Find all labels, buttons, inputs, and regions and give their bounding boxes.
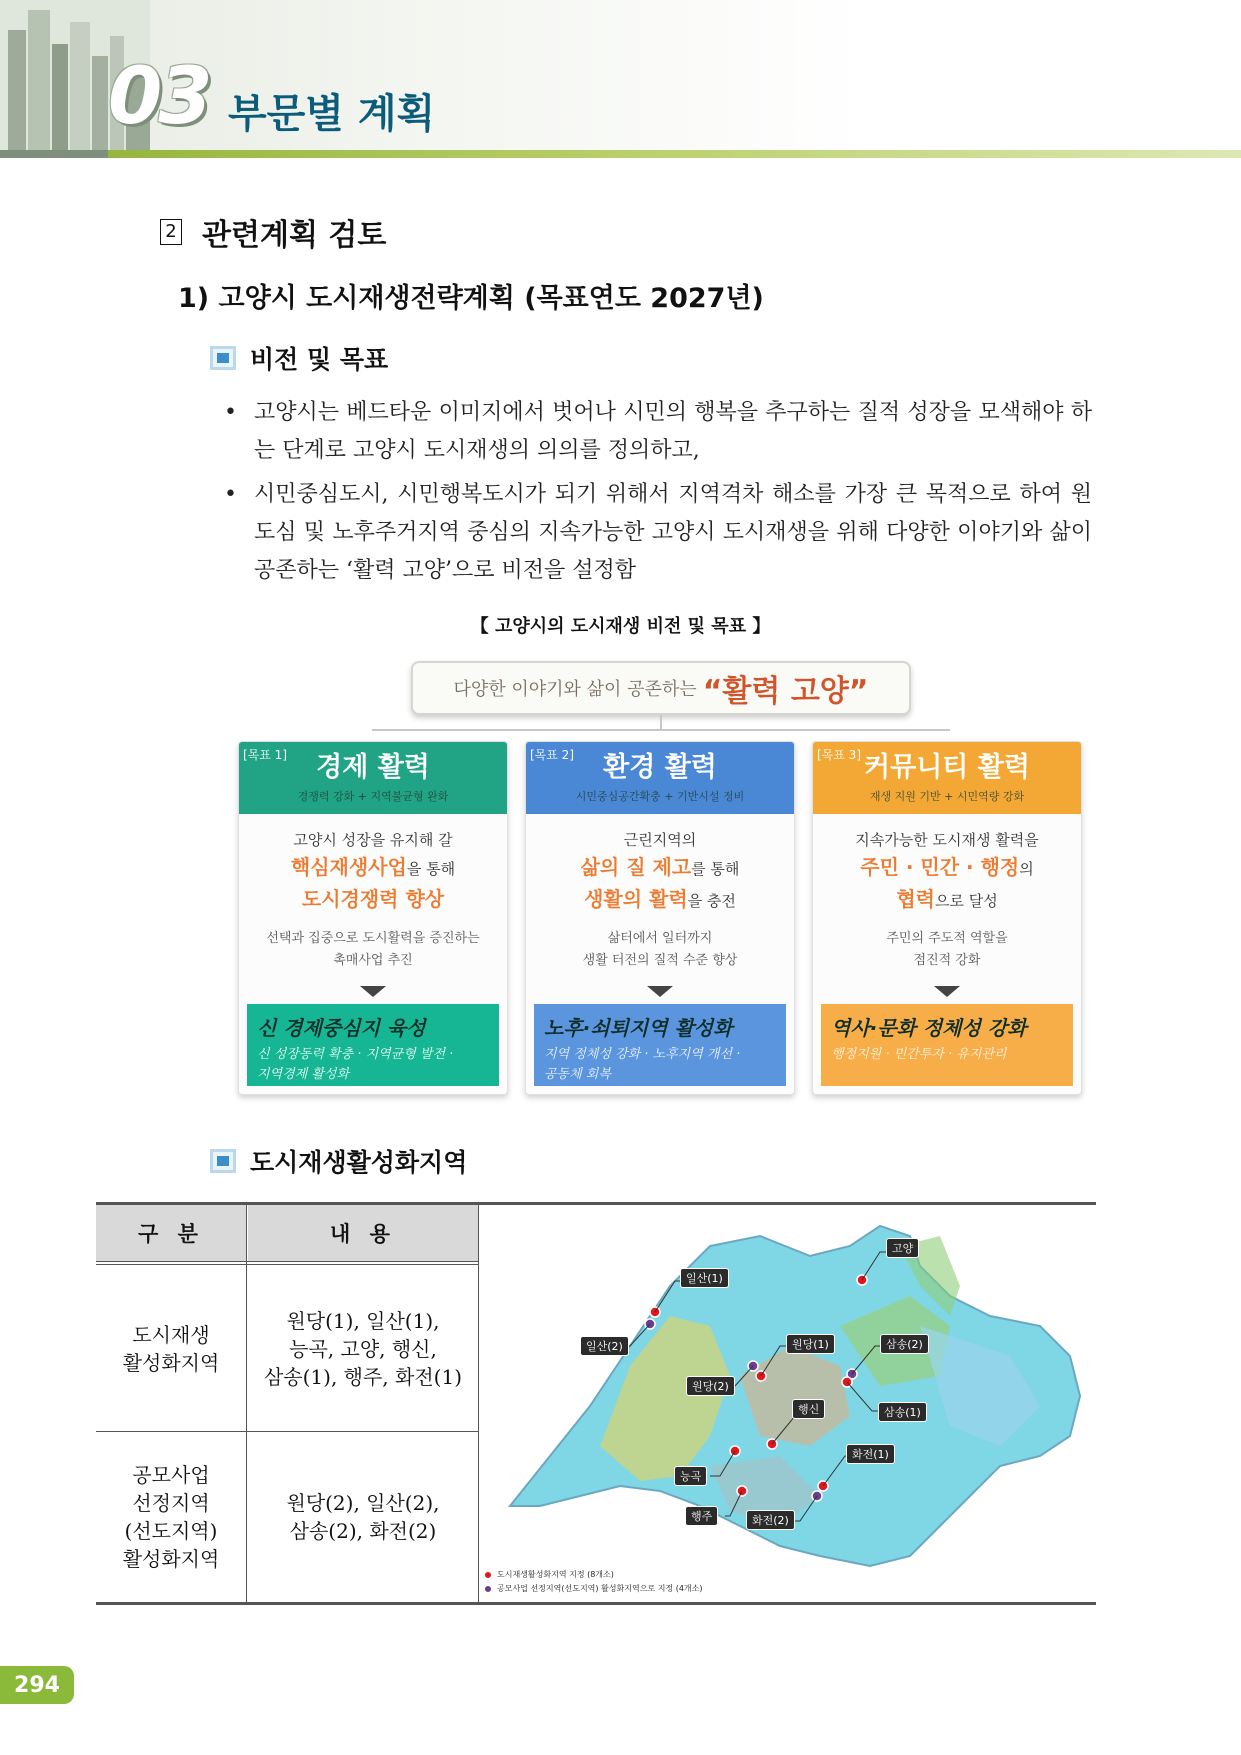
goal-subtitle: 시민중심공간확충 + 기반시설 정비 [575,790,745,803]
vision-goal-heading [210,340,388,376]
goal-card-body [813,814,1081,997]
revitalization-table [96,1202,1096,1605]
table-cell-content [248,1432,478,1602]
vision-bullet-list [222,394,1092,596]
goal-highlight: 핵심재생사업 [290,855,407,879]
vision-main: “활력 고양” [702,674,869,709]
section-title: 관련계획 검토 [202,218,387,253]
goal-highlight: 삶의 질 제고 [580,855,692,879]
vision-diagram [236,655,1086,1095]
goal-subtitle: 재생 지원 기반 + 시민역량 강화 [869,790,1025,803]
goal-tag: [목표 1] [243,748,287,762]
goal-card-header [526,742,794,814]
vision-goal-heading-text: 비전 및 목표 [250,345,389,374]
header-rule [108,150,1241,158]
map-label: 삼송(1) [878,1402,927,1422]
subsection-heading: 1) 고양시 도시재생전략계획 (목표연도 2027년) [178,283,764,314]
purple-dot-icon [484,1585,492,1593]
cell-line: 능곡, 고양, 행신, [289,1336,437,1361]
map-label: 원당(1) [786,1334,835,1354]
legend-text: 도시재생활성화지역 지정 (8개소) [497,1570,614,1579]
goal-subtitle: 경쟁력 강화 + 지역불균형 완화 [297,790,449,803]
revitalization-heading [210,1143,467,1179]
map-label: 행주 [685,1506,718,1526]
goal-card-economy [238,741,508,1095]
goal-highlight: 주민 · 민간 · 행정 [860,855,1020,879]
map-label: 행신 [792,1399,825,1419]
table-cell-category [96,1432,246,1602]
table-column-divider [478,1205,479,1602]
chapter-header [0,0,1241,165]
goal-line: 지속가능한 도시재생 활력을 [855,831,1039,849]
goal-card-community [812,741,1082,1095]
goal-highlight: 협력 [896,887,935,911]
table-cell-category [96,1266,246,1431]
cell-line: (선도지역) [124,1519,218,1543]
goal-tag: [목표 2] [530,748,574,762]
table-column-divider [246,1205,247,1602]
strategy-desc: 지역경제 활성화 [257,1067,350,1082]
goal-title: 환경 활력 [603,752,717,783]
goal-title: 커뮤니티 활력 [864,752,1030,783]
header-rule-left [0,150,108,158]
connector-line [372,729,950,731]
bullet-item: • 시민중심도시, 시민행복도시가 되기 위해서 지역격차 해소를 가장 큰 목적으로 하여 원도심 및 노후주거지역 중심의 지속가능한 고양시 도시재생을 위해 다양한 이야기와 삶이 공존하는 ‘활력 고양’으로 비전을 설정함 [222,476,1092,590]
bullet-item: • 고양시는 베드타운 이미지에서 벗어나 시민의 행복을 추구하는 질적 성장을 모색해야 하는 단계로 고양시 도시재생의 의의를 정의하고, [222,394,1092,470]
cell-line: 원당(2), 일산(2), [286,1491,440,1515]
strategy-desc: 공동체 회복 [544,1067,611,1082]
revitalization-heading-text: 도시재생활성화지역 [250,1148,468,1177]
map-label: 일산(1) [680,1268,729,1288]
map-label: 삼송(2) [880,1334,929,1354]
map-label: 고양 [886,1238,919,1258]
map-label: 화전(2) [746,1510,795,1530]
cell-line: 삼송(2), 화전(2) [289,1519,437,1543]
cell-line: 공모사업 [132,1463,210,1487]
revitalization-map [480,1206,1096,1602]
goal-strategy-box [821,1004,1073,1086]
goal-title: 경제 활력 [316,752,430,783]
cell-line: 선정지역 [132,1491,210,1515]
goal-highlight-suffix: 을 충전 [687,892,736,910]
goal-highlight-suffix: 의 [1019,860,1034,878]
goal-strategy-box [247,1004,499,1086]
section-heading [160,210,386,254]
page-number: 294 [0,1666,74,1704]
cell-line: 활성화지역 [122,1350,220,1375]
table-bottom-rule [96,1602,1096,1605]
legend-item [484,1569,703,1580]
chapter-number: 03 [108,52,209,142]
goal-card-body [239,814,507,997]
red-dot-icon [484,1571,492,1579]
goal-highlight: 도시경쟁력 향상 [301,887,445,911]
goal-desc: 주민의 주도적 역할을 [886,931,1008,946]
figure-caption: 【 고양시의 도시재생 비전 및 목표 】 [470,616,771,637]
vision-statement-box [411,661,911,715]
goal-card-header [813,742,1081,814]
table-header-category: 구 분 [96,1205,246,1261]
cell-line: 도시재생 [132,1322,210,1347]
goal-desc: 삶터에서 일터까지 [607,931,713,946]
goal-line: 고양시 성장을 유지해 갈 [293,831,453,849]
strategy-title: 신 경제중심지 육성 [257,1016,426,1040]
map-label: 화전(1) [846,1444,895,1464]
goal-highlight-suffix: 을 통해 [406,860,456,878]
strategy-desc: 지역 정체성 강화 · 노후지역 개선 · [544,1047,741,1062]
map-label: 원당(2) [686,1376,735,1396]
goal-highlight: 생활의 활력 [584,887,688,911]
goal-card-body [526,814,794,997]
goal-tag: [목표 3] [817,748,861,762]
section-number: 2 [160,219,182,245]
arrow-down-icon [647,986,673,997]
vision-prefix: 다양한 이야기와 삶이 공존하는 [453,679,697,700]
cell-line: 활성화지역 [122,1547,220,1571]
goal-card-environment [525,741,795,1095]
table-header-rule [96,1261,478,1265]
goal-desc: 생활 터전의 질적 수준 향상 [582,953,738,968]
strategy-title: 노후·쇠퇴지역 활성화 [544,1016,733,1040]
table-cell-content [248,1266,478,1431]
cell-line: 원당(1), 일산(1), [286,1308,440,1333]
strategy-desc: 신 성장동력 확충 · 지역균형 발전 · [257,1047,454,1062]
map-legend [484,1566,703,1594]
map-label: 능곡 [674,1466,707,1486]
goal-desc: 점진적 강화 [913,953,981,968]
legend-text: 공모사업 선정지역(선도지역) 활성화지역으로 지정 (4개소) [497,1584,703,1593]
square-bullet-icon [210,346,236,370]
goal-highlight-suffix: 를 통해 [691,860,740,878]
chapter-title: 부문별 계획 [228,91,436,137]
goal-line: 근린지역의 [623,831,697,849]
map-label: 일산(2) [580,1336,629,1356]
strategy-desc: 행정지원 · 민간투자 · 유지관리 [831,1047,1007,1062]
arrow-down-icon [360,986,386,997]
cell-line: 삼송(1), 행주, 화전(1) [263,1364,462,1389]
legend-item [484,1583,703,1594]
arrow-down-icon [934,986,960,997]
table-header-content: 내 용 [248,1205,478,1261]
square-bullet-icon [210,1149,236,1173]
goal-strategy-box [534,1004,786,1086]
goal-card-header [239,742,507,814]
goal-desc: 선택과 집중으로 도시활력을 증진하는 [266,931,480,946]
strategy-title: 역사·문화 정체성 강화 [831,1016,1027,1040]
goyang-city-map [480,1206,1096,1602]
goal-desc: 촉매사업 추진 [333,953,413,968]
goal-highlight-suffix: 으로 달성 [934,892,998,910]
